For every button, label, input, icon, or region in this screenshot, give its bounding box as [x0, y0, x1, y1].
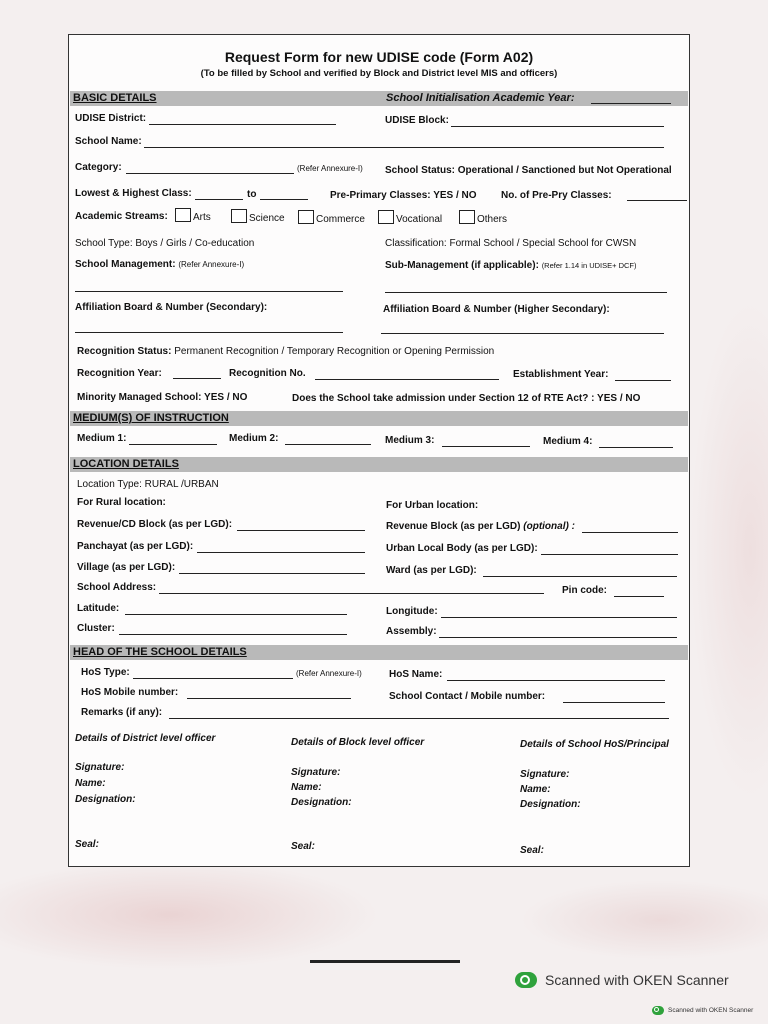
school-status-label: School Status: Operational / Sanctioned but Not Operational [385, 165, 672, 176]
affiliation-secondary-label: Affiliation Board & Number (Secondary): [75, 302, 268, 313]
medium-2-field[interactable] [285, 444, 371, 445]
category-field[interactable] [126, 173, 294, 174]
revenue-block-optional: (optional) : [523, 521, 575, 532]
school-management-ref: (Refer Annexure-I) [178, 260, 245, 269]
science-label: Science [249, 213, 285, 224]
ulb-label: Urban Local Body (as per LGD): [386, 543, 538, 554]
revenue-block-field[interactable] [582, 532, 678, 533]
minority-label: Minority Managed School: YES / NO [77, 392, 248, 403]
page-edge [310, 960, 460, 963]
school-contact-field[interactable] [563, 702, 665, 703]
sub-management-label [385, 260, 637, 271]
hos-name-label: HoS Name: [389, 669, 443, 680]
hos-header: HEAD OF THE SCHOOL DETAILS [73, 646, 247, 658]
medium-4-field[interactable] [599, 447, 673, 448]
school-management-label [75, 259, 244, 270]
classification-label: Classification: Formal School / Special School for CWSN [385, 238, 637, 249]
hos-name-field[interactable] [447, 680, 665, 681]
district-name-label: Name: [75, 778, 106, 789]
recognition-no-field[interactable] [315, 379, 499, 380]
school-hos-heading: Details of School HoS/Principal [520, 739, 669, 750]
panchayat-field[interactable] [197, 552, 365, 553]
village-field[interactable] [179, 573, 365, 574]
scanner-watermark [515, 972, 729, 988]
udise-district-field[interactable] [149, 124, 336, 125]
school-type-label: School Type: Boys / Girls / Co-education [75, 238, 255, 249]
arts-label: Arts [193, 212, 211, 223]
vocational-label: Vocational [396, 214, 443, 225]
block-seal-label: Seal: [291, 841, 315, 852]
medium-1-label: Medium 1: [77, 433, 127, 444]
no-pre-pry-field[interactable] [627, 200, 687, 201]
form-title: Request Form for new UDISE code (Form A02) [224, 49, 534, 65]
school-management-text: School Management: [75, 259, 176, 270]
rte-label: Does the School take admission under Section 12 of RTE Act? : YES / NO [292, 393, 641, 404]
school-name-sign-label: Name: [520, 784, 551, 795]
recognition-year-field[interactable] [173, 378, 221, 379]
vocational-checkbox[interactable] [378, 210, 394, 224]
village-label: Village (as per LGD): [77, 562, 176, 573]
address-label: School Address: [77, 582, 157, 593]
form-subtitle: (To be filled by School and verified by Block and District level MIS and officers) [200, 68, 558, 79]
academic-streams-label: Academic Streams: [75, 211, 168, 222]
revenue-block-label [386, 521, 575, 532]
school-name-label: School Name: [75, 136, 142, 147]
basic-details-header: BASIC DETAILS [73, 92, 157, 104]
school-contact-label: School Contact / Mobile number: [389, 691, 546, 702]
paper-stain [0, 860, 380, 970]
highest-class-field[interactable] [260, 199, 308, 200]
ulb-field[interactable] [541, 554, 678, 555]
latitude-field[interactable] [125, 614, 347, 615]
pre-primary-label: Pre-Primary Classes: YES / NO [330, 190, 477, 201]
district-officer-heading: Details of District level officer [75, 733, 216, 744]
location-header: LOCATION DETAILS [73, 458, 179, 470]
udise-district-label: UDISE District: [75, 113, 147, 124]
scanner-watermark-small [652, 1006, 753, 1015]
oken-logo-small-icon [652, 1006, 664, 1015]
lowest-highest-label: Lowest & Highest Class: [75, 188, 192, 199]
paper-stain [690, 300, 768, 800]
sub-management-field[interactable] [385, 292, 667, 293]
rural-label: For Rural location: [77, 497, 166, 508]
recognition-status-options: Permanent Recognition / Temporary Recognition or Opening Permission [174, 346, 495, 357]
medium-3-field[interactable] [442, 446, 530, 447]
hos-type-label: HoS Type: [81, 667, 130, 678]
medium-3-label: Medium 3: [385, 435, 435, 446]
to-label: to [247, 189, 257, 200]
recognition-no-label: Recognition No. [229, 368, 306, 379]
udise-request-form [68, 34, 690, 867]
scanner-watermark-small-text: Scanned with OKEN Scanner [668, 1007, 754, 1014]
panchayat-label: Panchayat (as per LGD): [77, 541, 194, 552]
district-designation-label: Designation: [75, 794, 136, 805]
address-field[interactable] [159, 593, 544, 594]
others-checkbox[interactable] [459, 210, 475, 224]
paper-stain [520, 880, 768, 960]
revenue-cd-label: Revenue/CD Block (as per LGD): [77, 519, 233, 530]
assembly-label: Assembly: [386, 626, 437, 637]
assembly-field[interactable] [439, 637, 677, 638]
cluster-label: Cluster: [77, 623, 115, 634]
district-signature-label: Signature: [75, 762, 125, 773]
hos-type-field[interactable] [133, 678, 293, 679]
others-label: Others [477, 214, 508, 225]
block-designation-label: Designation: [291, 797, 352, 808]
medium-1-field[interactable] [129, 444, 217, 445]
sub-management-text: Sub-Management (if applicable): [385, 260, 539, 271]
location-type-label: Location Type: RURAL /URBAN [77, 479, 219, 490]
pincode-label: Pin code: [562, 585, 608, 596]
affiliation-higher-field[interactable] [381, 333, 664, 334]
hos-band [70, 645, 688, 660]
commerce-label: Commerce [316, 214, 365, 225]
category-label: Category: [75, 162, 122, 173]
scanner-watermark-text: Scanned with OKEN Scanner [545, 972, 729, 988]
block-signature-label: Signature: [291, 767, 341, 778]
school-seal-label: Seal: [520, 845, 544, 856]
udise-block-field[interactable] [451, 126, 664, 127]
hos-mobile-field[interactable] [187, 698, 351, 699]
longitude-field[interactable] [441, 617, 677, 618]
arts-checkbox[interactable] [175, 208, 191, 222]
urban-label: For Urban location: [386, 500, 479, 511]
cluster-field[interactable] [119, 634, 347, 635]
latitude-label: Latitude: [77, 603, 120, 614]
affiliation-secondary-field[interactable] [75, 332, 343, 333]
ward-label: Ward (as per LGD): [386, 565, 477, 576]
establishment-year-field[interactable] [615, 380, 671, 381]
affiliation-higher-label: Affiliation Board & Number (Higher Secondary): [383, 304, 610, 315]
science-checkbox[interactable] [231, 209, 247, 223]
school-management-field[interactable] [75, 291, 343, 292]
pincode-field[interactable] [614, 596, 664, 597]
academic-year-label: School Initialisation Academic Year: [386, 92, 575, 104]
location-band [70, 457, 688, 472]
school-name-field[interactable] [144, 147, 664, 148]
no-pre-pry-label: No. of Pre-Pry Classes: [501, 190, 612, 201]
longitude-label: Longitude: [386, 606, 438, 617]
category-ref: (Refer Annexure-I) [297, 164, 363, 173]
ward-field[interactable] [483, 576, 677, 577]
academic-year-field[interactable] [591, 103, 671, 104]
recognition-status-text: Recognition Status: [77, 346, 172, 357]
revenue-cd-field[interactable] [237, 530, 365, 531]
recognition-year-label: Recognition Year: [77, 368, 162, 379]
udise-block-label: UDISE Block: [385, 115, 449, 126]
hos-type-ref: (Refer Annexure-I) [296, 669, 362, 678]
lowest-class-field[interactable] [195, 199, 243, 200]
oken-logo-icon [515, 972, 537, 988]
medium-2-label: Medium 2: [229, 433, 279, 444]
commerce-checkbox[interactable] [298, 210, 314, 224]
block-officer-heading: Details of Block level officer [291, 737, 425, 748]
medium-band [70, 411, 688, 426]
hos-mobile-label: HoS Mobile number: [81, 687, 179, 698]
school-designation-label: Designation: [520, 799, 581, 810]
block-name-label: Name: [291, 782, 322, 793]
remarks-field[interactable] [169, 718, 669, 719]
school-signature-label: Signature: [520, 769, 570, 780]
medium-header: MEDIUM(S) OF INSTRUCTION [73, 412, 229, 424]
sub-management-ref: (Refer 1.14 in UDISE+ DCF) [541, 261, 637, 270]
establishment-year-label: Establishment Year: [513, 369, 609, 380]
medium-4-label: Medium 4: [543, 436, 593, 447]
district-seal-label: Seal: [75, 839, 99, 850]
remarks-label: Remarks (if any): [81, 707, 163, 718]
revenue-block-text: Revenue Block (as per LGD) [386, 521, 521, 532]
recognition-status-label [77, 346, 494, 357]
